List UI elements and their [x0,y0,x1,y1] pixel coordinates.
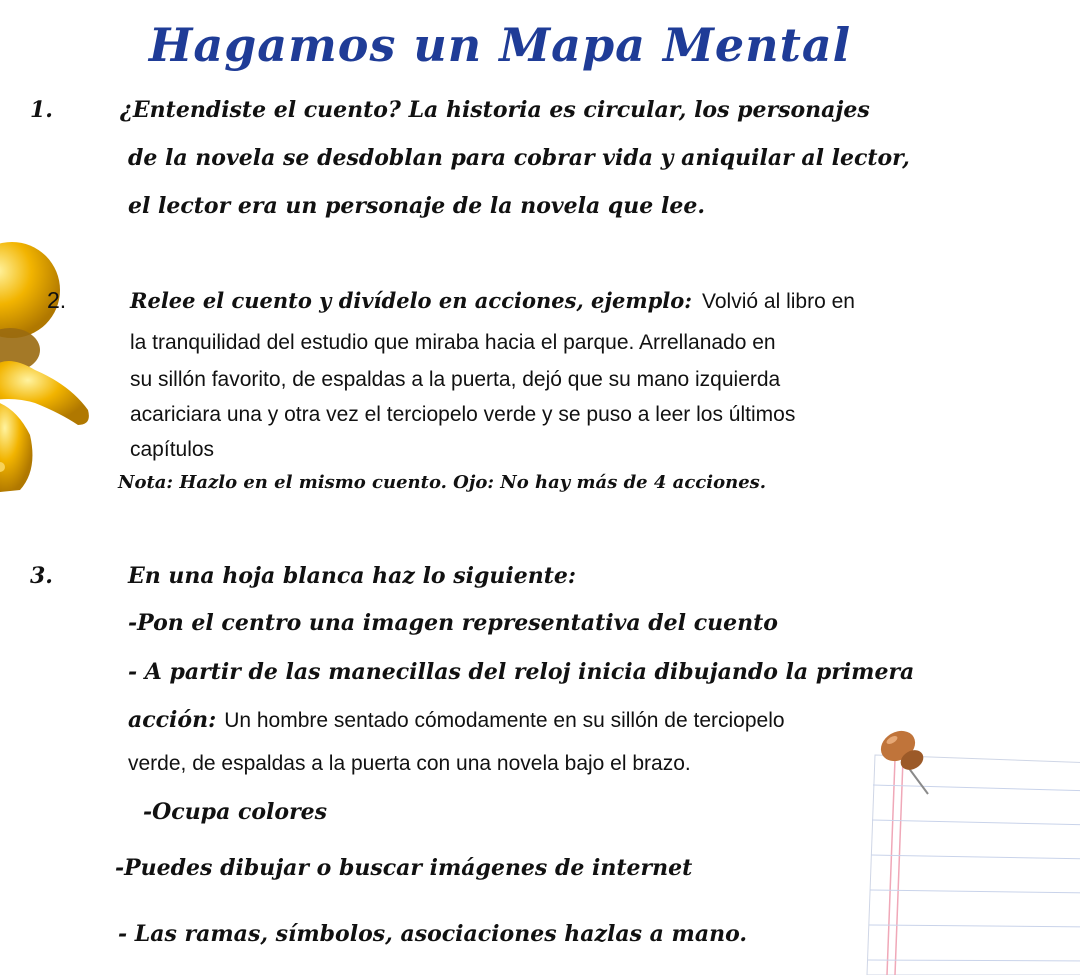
item2-instruction: Relee el cuento y divídelo en acciones, ejemplo: [130,288,693,313]
item2-example-line4: acariciara una y otra vez el terciopelo verde y se puso a leer los últimos [130,403,796,426]
item3-action-label: acción: [128,707,217,733]
item3-action-text1: Un hombre sentado cómodamente en su sillón de terciopelo [224,709,785,732]
item2-example-line3: su sillón favorito, de espaldas a la puerta, dejó que su mano izquierda [130,368,781,391]
item3-heading: En una hoja blanca haz lo siguiente: [128,563,577,589]
item3-number: 3. [30,563,53,589]
item2-number: 2. [47,287,67,313]
item1-answer-start: La historia es circular, los personajes [408,97,870,123]
yellow-figure-illustration [0,235,110,495]
item3-action-line2: verde, de espaldas a la puerta con una novela bajo el brazo. [128,752,691,775]
item3-action-line1 [128,707,785,733]
item2-example-start: Volvió al libro en [702,290,855,313]
item1-line2: de la novela se desdoblan para cobrar vida y aniquilar al lector, [128,145,910,171]
item1-line3: el lector era un personaje de la novela que lee. [128,193,705,219]
item3-bullet-center-image: -Pon el centro una imagen representativa del cuento [128,610,778,636]
pushpin-icon [868,722,948,802]
item3-bullet-colors: -Ocupa colores [143,799,328,825]
item2-example-line5: capítulos [130,438,215,461]
item3-bullet-internet: -Puedes dibujar o buscar imágenes de internet [115,855,693,881]
item2-example-line2: la tranquilidad del estudio que miraba hacia el parque. Arrellanado en [130,331,776,354]
item2-note: Nota: Hazlo en el mismo cuento. Ojo: No hay más de 4 acciones. [118,472,767,493]
item2-line1 [130,288,855,314]
item1-number: 1. [30,97,53,123]
item3-bullet-clockwise: - A partir de las manecillas del reloj inicia dibujando la primera [128,659,915,685]
item1-question: ¿Entendiste el cuento? [120,97,401,123]
page-title: Hagamos un Mapa Mental [148,18,852,72]
item3-bullet-by-hand: - Las ramas, símbolos, asociaciones hazlas a mano. [118,921,748,947]
item1-line1 [120,97,870,123]
